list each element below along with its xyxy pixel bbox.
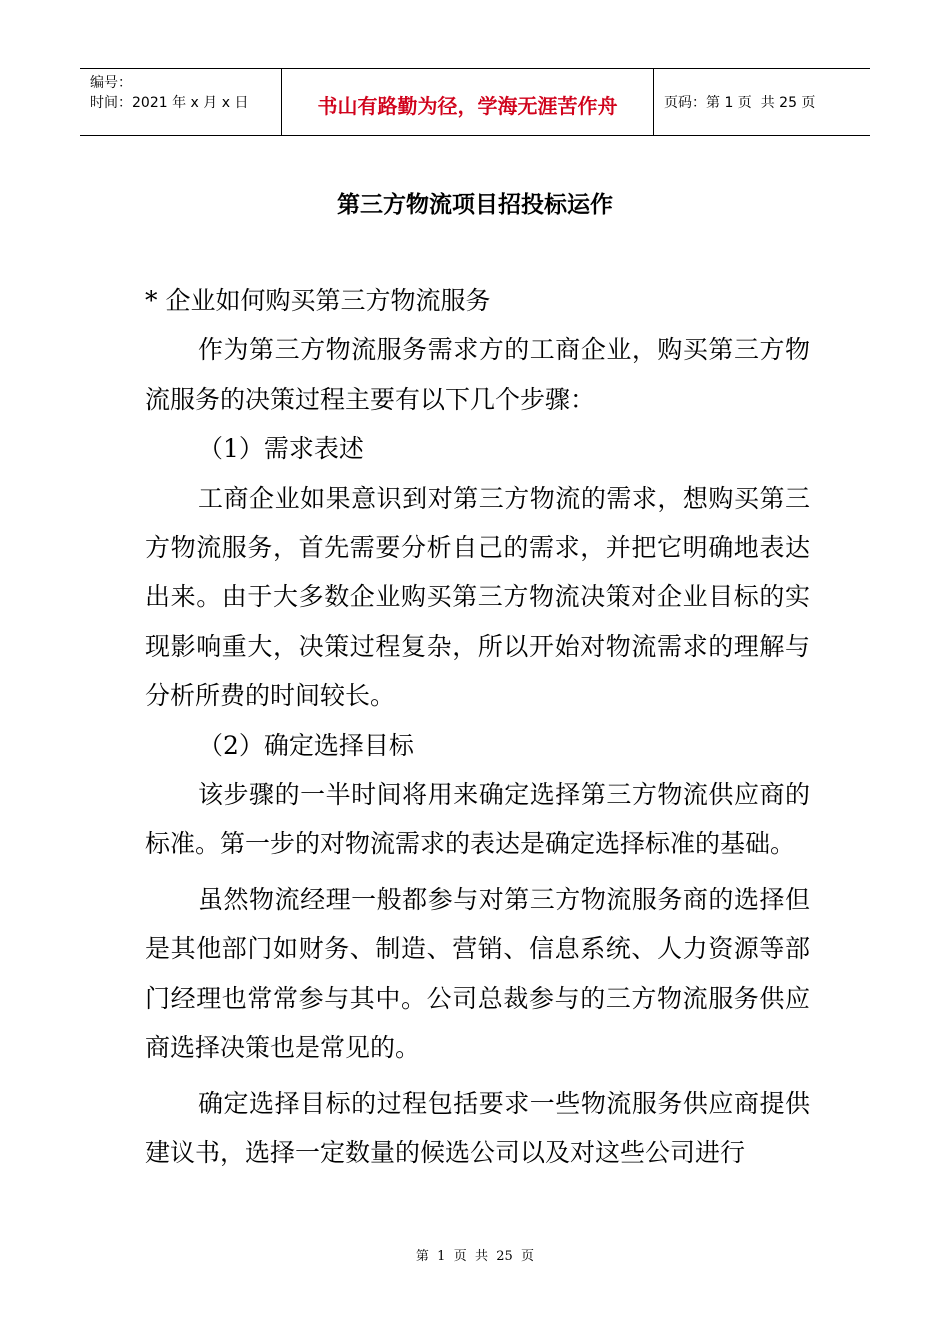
step-heading: （1）需求表述: [198, 434, 364, 464]
header-motto: [282, 69, 654, 135]
body-paragraph: 该步骤的一半时间将用来确定选择第三方物流供应商的标准。第一步的对物流需求的表达是确定选择标准的基础。: [145, 780, 810, 859]
header-motto-text: 书山有路勤为径，学海无涯苦作舟: [317, 93, 618, 118]
document-body: [145, 276, 810, 1177]
body-paragraph: 虽然物流经理一般都参与对第三方物流服务商的选择但是其他部门如财务、制造、营销、信息系统、人力资源等部门经理也常常参与其中。公司总裁参与的三方物流服务供应商选择决策也是常见的。: [145, 884, 810, 1063]
body-paragraph: 工商企业如果意识到对第三方物流的需求，想购买第三方物流服务，首先需要分析自己的需求，并把它明确地表达出来。由于大多数企业购买第三方物流决策对企业目标的实现影响重大，决策过程复杂，所以开始对物流需求的理解与分析所费的时间较长。: [145, 483, 810, 711]
header-page-info: [654, 69, 870, 135]
header-number-label: 编号：: [90, 75, 132, 91]
section-heading: * 企业如何购买第三方物流服务: [145, 286, 491, 315]
page-header: [80, 68, 870, 136]
header-meta: [80, 69, 282, 135]
footer-page-number: 第 1 页 共 25 页: [415, 1249, 535, 1264]
body-paragraph: 作为第三方物流服务需求方的工商企业，购买第三方物流服务的决策过程主要有以下几个步骤：: [145, 335, 810, 414]
page-footer: [0, 1245, 950, 1264]
header-page-info-text: 页码：第 1 页 共 25 页: [664, 95, 816, 111]
header-time-label: 时间：2021 年 x 月 x 日: [90, 95, 249, 111]
step-heading: （2）确定选择目标: [198, 730, 414, 760]
document-title: 第三方物流项目招投标运作: [337, 192, 613, 218]
body-paragraph: 确定选择目标的过程包括要求一些物流服务供应商提供建议书，选择一定数量的候选公司以及对这些公司进行: [145, 1088, 810, 1167]
